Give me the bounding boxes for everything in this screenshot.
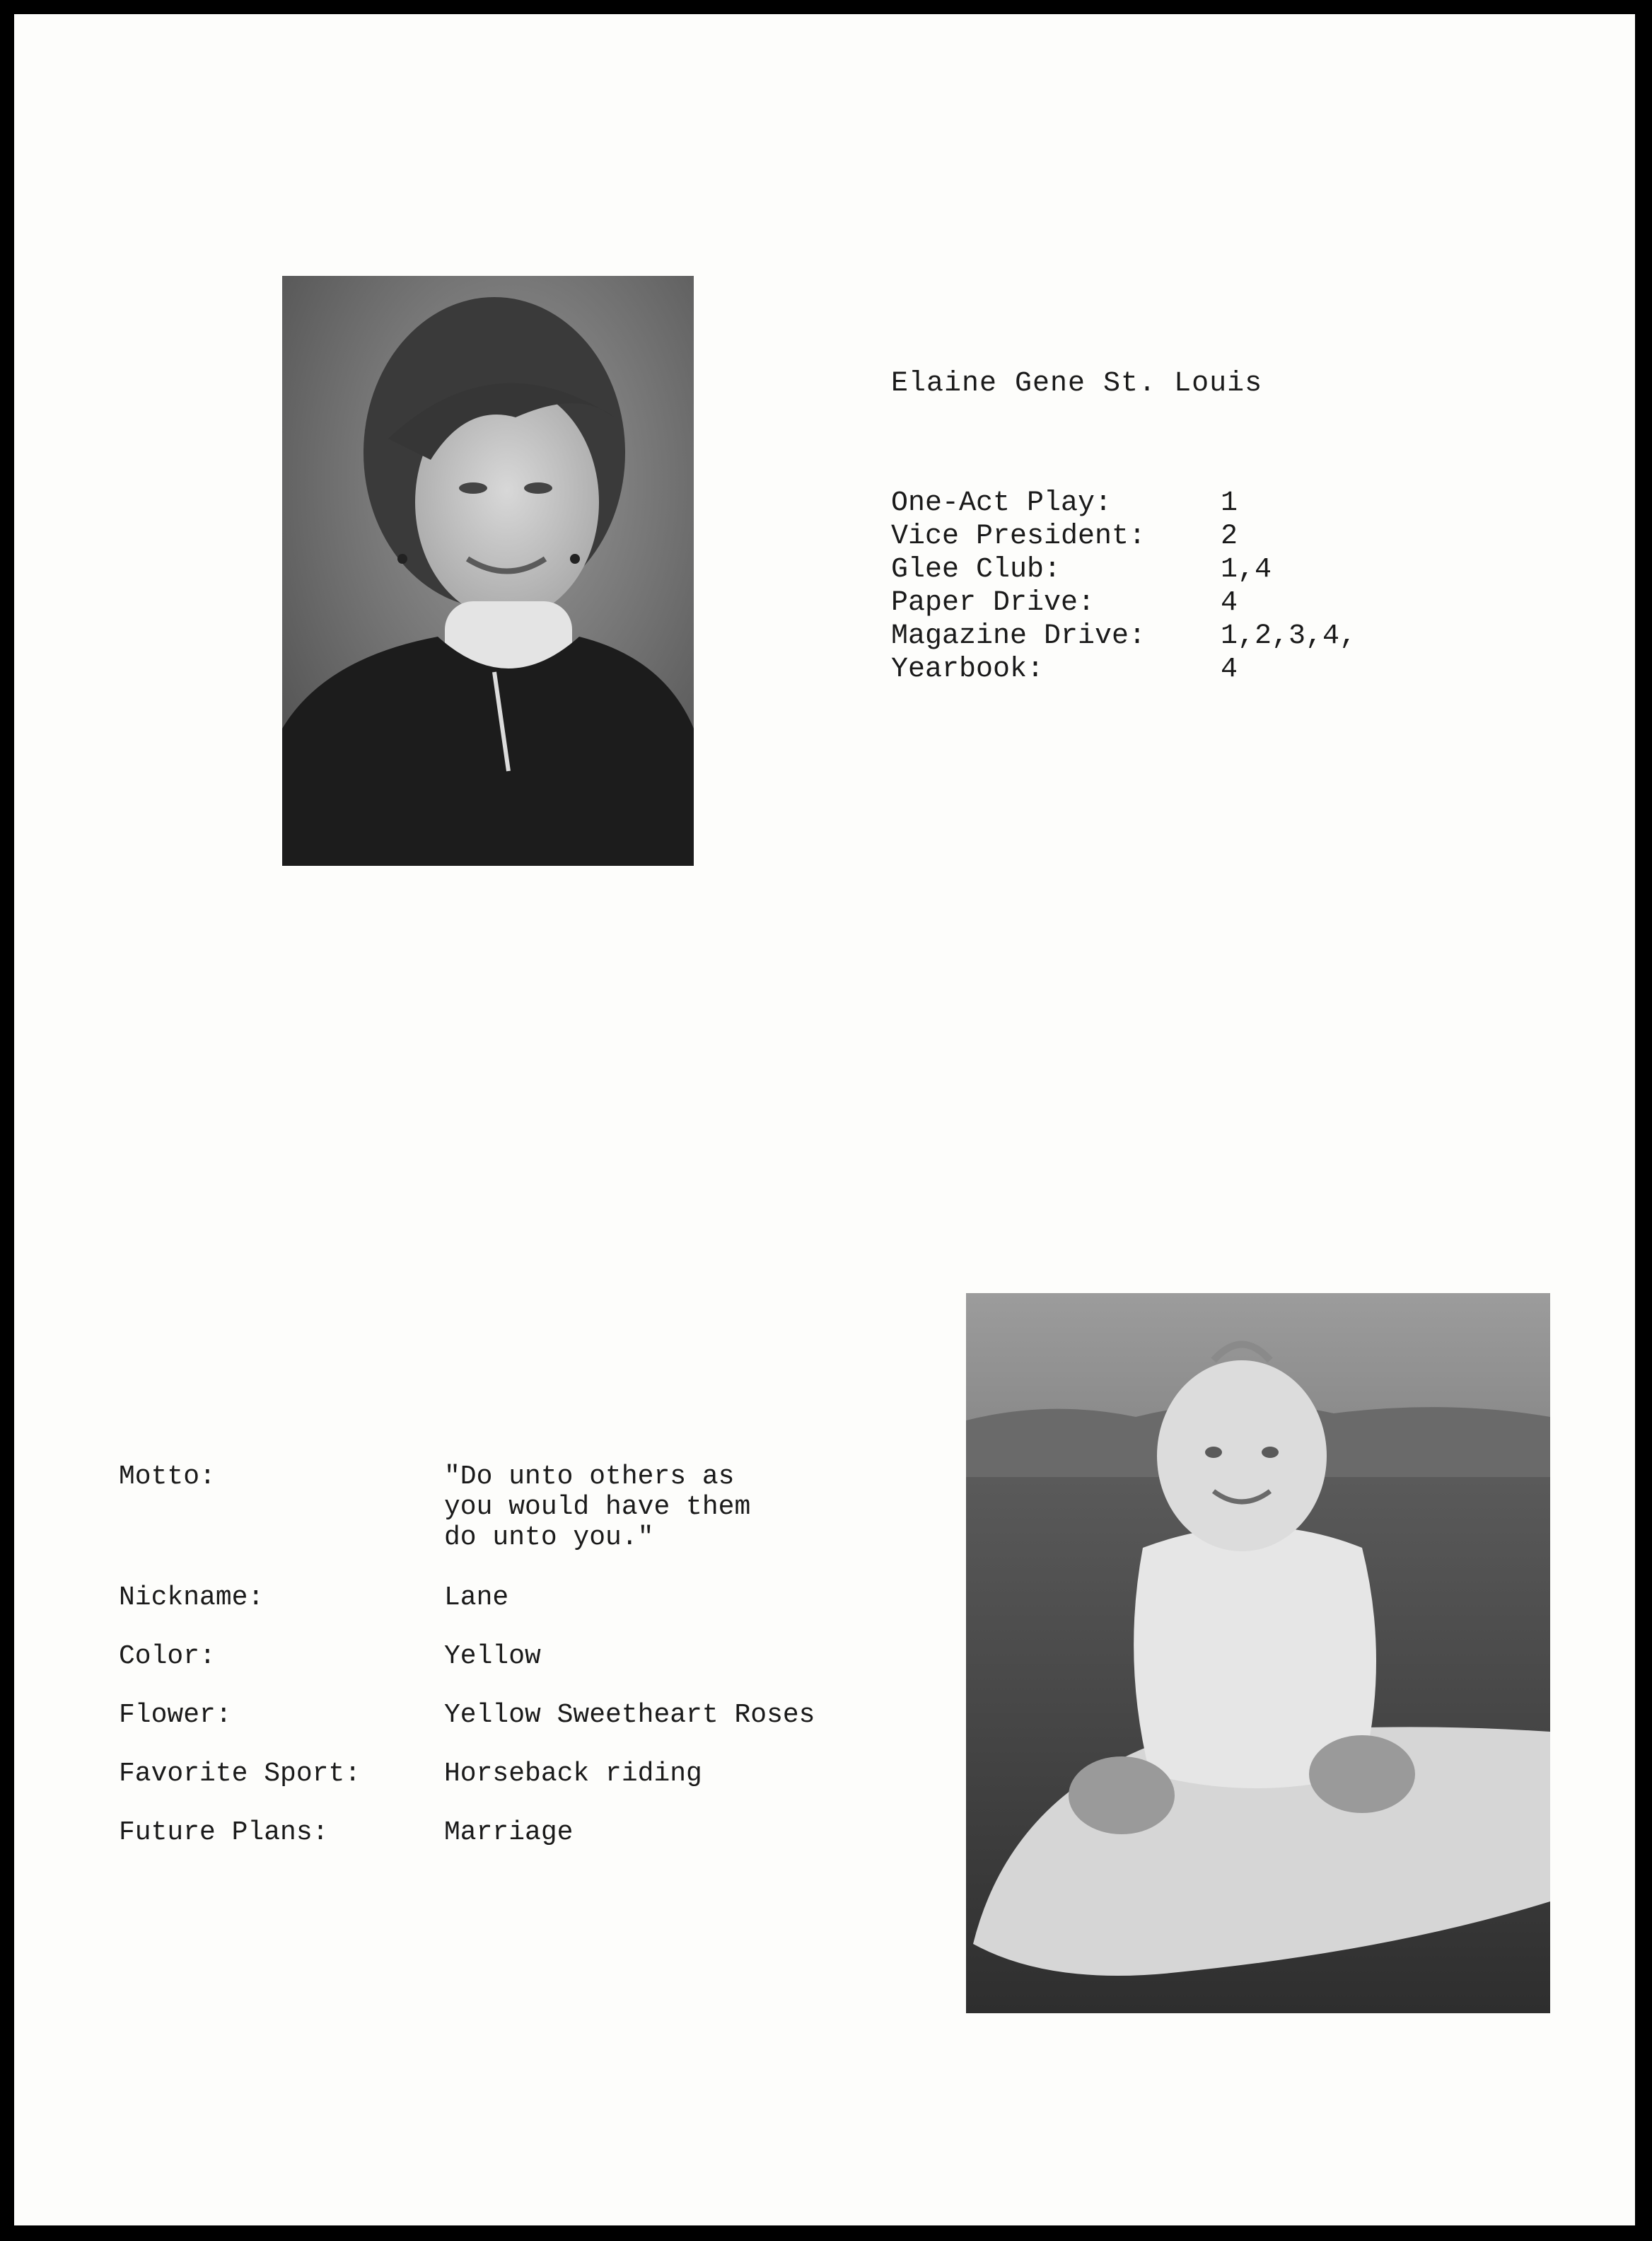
senior-portrait-photo: [282, 276, 694, 866]
flower-row: [119, 1700, 932, 1730]
sport-row: [119, 1759, 932, 1789]
activity-years: 4: [1221, 587, 1238, 619]
yearbook-page: [14, 14, 1635, 2225]
activity-years: 1,2,3,4,: [1221, 620, 1357, 652]
plans-label: Future Plans:: [119, 1817, 329, 1848]
sport-value: Horseback riding: [444, 1759, 702, 1789]
activity-years: 1,4: [1221, 554, 1272, 586]
activity-years: 1: [1221, 487, 1238, 519]
nickname-row: [119, 1582, 932, 1613]
activity-label: Paper Drive:: [891, 587, 1095, 619]
activity-years: 4: [1221, 654, 1238, 685]
activity-row: [891, 520, 1356, 553]
activity-row: [891, 653, 1356, 686]
activity-label: Glee Club:: [891, 554, 1061, 586]
activity-row: [891, 487, 1356, 520]
color-row: [119, 1641, 932, 1672]
activities-list: [891, 487, 1356, 686]
color-label: Color:: [119, 1641, 216, 1672]
activity-label: One-Act Play:: [891, 487, 1112, 519]
sport-label: Favorite Sport:: [119, 1759, 361, 1789]
plans-value: Marriage: [444, 1817, 574, 1848]
motto-row: [119, 1461, 932, 1553]
activity-row: [891, 586, 1356, 620]
plans-row: [119, 1817, 932, 1848]
activity-years: 2: [1221, 521, 1238, 552]
baby-photo: [966, 1293, 1550, 2013]
activity-row: [891, 553, 1356, 586]
activity-row: [891, 620, 1356, 653]
activity-label: Vice President:: [891, 521, 1146, 552]
activity-label: Magazine Drive:: [891, 620, 1146, 652]
student-info: [119, 1461, 932, 1876]
nickname-label: Nickname:: [119, 1582, 264, 1613]
flower-label: Flower:: [119, 1700, 232, 1730]
student-name: Elaine Gene St. Louis: [891, 368, 1263, 400]
flower-value: Yellow Sweetheart Roses: [444, 1700, 815, 1730]
activity-label: Yearbook:: [891, 654, 1045, 685]
color-value: Yellow: [444, 1641, 541, 1672]
nickname-value: Lane: [444, 1582, 509, 1613]
motto-label: Motto:: [119, 1461, 216, 1492]
motto-value: "Do unto others as you would have them do unto you.": [444, 1461, 751, 1553]
